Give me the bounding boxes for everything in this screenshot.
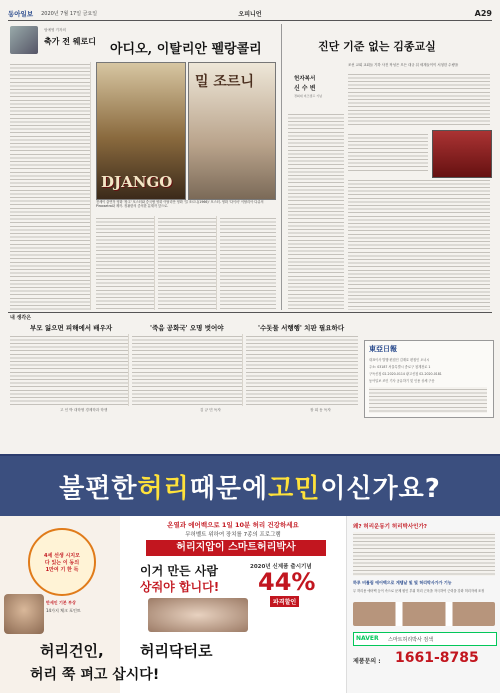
- article-text-col1: [10, 62, 91, 310]
- ad-badge-1: [28, 528, 96, 596]
- bottom-text-1: [10, 334, 129, 406]
- movie-poster-2: [188, 62, 276, 200]
- ad-banner: [0, 456, 500, 516]
- notice-row-2: 주소: 03187 서울특별시 종로구 청계천로 1: [369, 365, 431, 369]
- ad-slogan-1: 허리건인,: [40, 642, 104, 660]
- bottom-byline-2: 김 규 민 독자: [200, 408, 221, 412]
- badge2-line2: 14가지 체크 포인트: [46, 608, 81, 613]
- badge1-line2: 다 있는 이 동의: [44, 559, 80, 566]
- author-name: 헌자복서: [294, 76, 316, 82]
- ad-price-line-2: 상줘야 합니다!: [140, 580, 220, 594]
- phone-label: 제품문의 :: [353, 658, 381, 665]
- poster-title: DJANGO: [101, 173, 173, 191]
- ad-banner-part5: 이신가요?: [320, 473, 441, 504]
- ad-price-line-1: 이거 만든 사람: [140, 564, 218, 578]
- badge1-line3: 1만여 기 한 득: [45, 566, 79, 573]
- ad-right-images: [353, 602, 495, 626]
- bottom-text-2: [132, 334, 243, 406]
- advertisement[interactable]: [0, 454, 500, 693]
- bottom-headline-3: '수돗물 서행행' 치판 필요하다: [258, 324, 345, 332]
- page-number: A29: [474, 8, 492, 18]
- article-text-col4: [220, 216, 276, 310]
- article-text-col2: [96, 216, 155, 310]
- columnist-photo: [10, 26, 38, 54]
- ad-slogan-2: 허리닥터로: [140, 642, 213, 660]
- masthead-notice: [364, 340, 494, 418]
- editorial-headline: 진단 기준 없는 김종교실: [318, 40, 436, 53]
- page-header: [8, 6, 492, 21]
- notice-logo: 東亞日報: [369, 344, 397, 353]
- editorial-sub: 조선 교회 교회들 기하 사진 작성은 모든 대규 뒤 세계들이이 서청한 수량을: [348, 63, 459, 67]
- notice-text: [369, 387, 487, 413]
- author-box: [288, 72, 342, 108]
- ad-product-photo: [148, 598, 248, 632]
- ad-right-panel: [346, 516, 500, 693]
- ad-banner-part2: 허리: [137, 473, 190, 504]
- editorial-text-a: [348, 72, 490, 128]
- ad-right-text-1: [353, 532, 495, 576]
- ad-slogan-3: 허리 쭉 펴고 삽시다!: [30, 667, 160, 683]
- movie-poster-django: [96, 62, 186, 200]
- ad-model-photo: [4, 594, 44, 634]
- article-headline: 아디오, 이탈리안 펠랑콜리: [110, 42, 262, 57]
- photo-caption: 전세이 출연작 영화 '장고' 포스터와 중국팝 영화 이탈리안 영화 '밀 조르니(1966)' 포스터. 영화 '다이어' 이탈리아 다큐의 Piroxsetra와 제작. 정광한의 중의한 분재작 앞으로.: [96, 200, 264, 208]
- bottom-byline-3: 장 희 동 독자: [310, 408, 331, 412]
- badge2-line1: 만세인 기본 부상: [46, 600, 76, 605]
- section-title: 오피니언: [238, 10, 262, 18]
- column-title: 축가 전 웨로디: [44, 36, 96, 46]
- ad-right-heading: 왜? 허리운동기 허리박사인가?: [353, 524, 427, 530]
- naver-logo: NAVER: [356, 635, 379, 642]
- ad-tagline: 온열과 에어백으로 1일 10분 허리 건강하세요: [167, 521, 299, 529]
- ad-discount-label: 파격할인: [270, 596, 299, 607]
- vertical-divider: [281, 24, 282, 310]
- newspaper-logo: 동아일보: [8, 9, 34, 18]
- editorial-text-b: [288, 112, 344, 310]
- ad-tagline-2: 무허벨트 위하여 장치를 7종의 프로그램: [185, 532, 281, 538]
- ad-right-sub: 하루 비틀림 에어백으로 게템날 및 빛 허리박사가가 기능: [353, 580, 452, 585]
- columnist-label: 엄예영 기자의: [44, 28, 66, 32]
- editorial-text-c: [348, 132, 428, 172]
- issue-date: 2020년 7월 17일 금요일: [41, 10, 98, 17]
- article-text-col3: [158, 216, 217, 310]
- author-role: 경희대 비즈캠프 기념: [294, 94, 322, 98]
- ad-award: 2020년 신제품 출시기념: [250, 564, 312, 570]
- ad-discount: 44%: [258, 568, 316, 596]
- editorial-text-d: [348, 178, 490, 310]
- bottom-byline-1: 고 인 박 대학생 경제학과 학생: [60, 408, 108, 412]
- naver-search-text: 스마트허리박사 검색: [388, 637, 434, 643]
- badge1-line1: 4세 선생 시지모: [44, 552, 80, 559]
- bottom-rule: [8, 312, 492, 313]
- author-title: 신 수 변: [294, 85, 316, 92]
- ad-product-name: 허리지압이 스마트허리박사: [146, 540, 326, 556]
- poster2-title: 밀 조르니: [195, 74, 254, 90]
- columnist-box: [10, 24, 110, 58]
- ad-banner-part4: 고민: [268, 473, 321, 504]
- notice-row-3: 구독신청 02-2020-0114 광고신청 02-2020-0181: [369, 372, 442, 376]
- ad-banner-part1: 불편한: [59, 473, 138, 504]
- bottom-headline-1: 부모 잃으면 피해에서 배우자: [30, 324, 113, 332]
- notice-row-4: 동아일보 조인 기사 공유하기 및 인용 상세 구문: [369, 379, 435, 383]
- editorial-photo: [432, 130, 492, 178]
- ad-right-body: 무 허리용 에어백 등이 속으로 문제 원인 부위 허리 근육을 자극하여 근력을 강화 허리자세 조정: [353, 589, 485, 593]
- bottom-label: 내 생각은: [10, 315, 32, 321]
- bottom-headline-2: '죽음 공화국' 오명 벗어야: [150, 324, 224, 332]
- phone-number[interactable]: 1661-8785: [395, 650, 479, 666]
- naver-search-box[interactable]: [353, 632, 497, 646]
- bottom-text-3: [246, 334, 358, 406]
- ad-banner-part3: 때문에: [189, 473, 269, 504]
- notice-row-1: 대표이사 발행·편집인 김재호 편집인 오너시: [369, 358, 430, 362]
